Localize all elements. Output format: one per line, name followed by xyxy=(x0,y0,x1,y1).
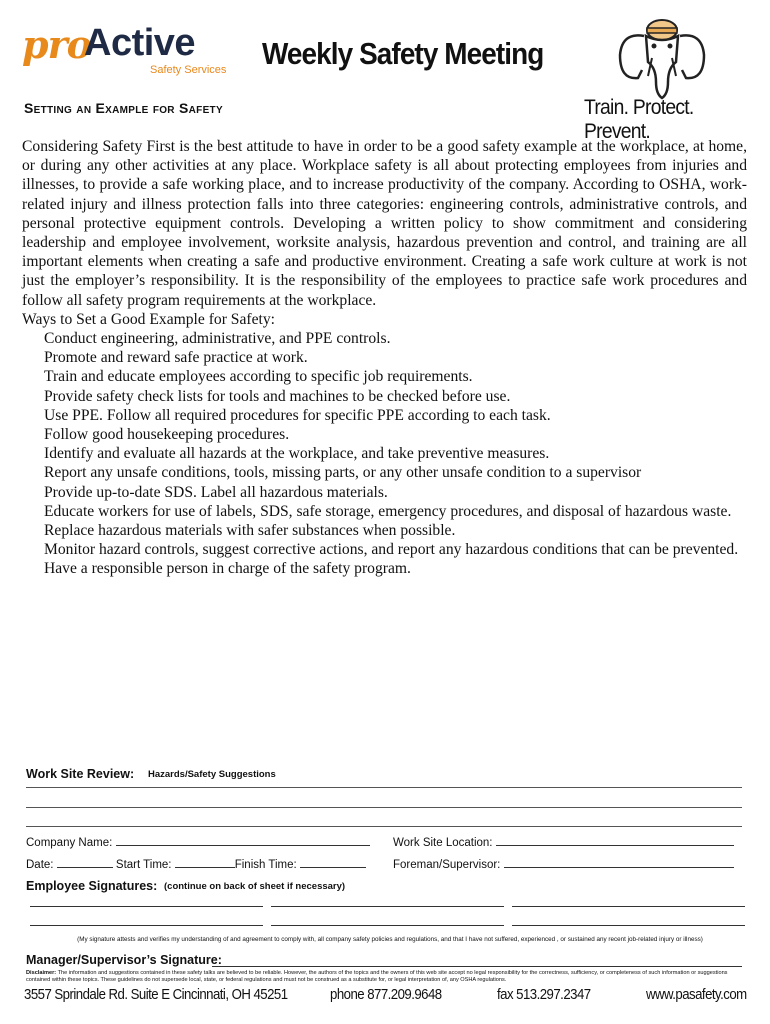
list-item: Train and educate employees according to specific job requirements. xyxy=(44,368,473,386)
date-input[interactable] xyxy=(57,857,113,868)
company-name-field[interactable] xyxy=(26,835,370,849)
review-line-1[interactable] xyxy=(26,787,742,788)
page-title: Weekly Safety Meeting xyxy=(262,36,544,71)
list-item: Promote and reward safe practice at work. xyxy=(44,349,308,367)
intro-paragraph: Considering Safety First is the best attitude to have in order to be a good safety example at the workplace, at home, or during any other activities at any place. Workplace safety is all about protecting employees from injuries and illnesses, to provide a safe working place, and to increase productivity of the company. According to OSHA, work-related injury and illness protection falls into three categories: engineering controls, administrative controls, and personal protective equipment controls. Developing a written policy to show commitment and considering leadership and employee involvement, worksite analysis, hazardous prevention and control, and training are all important elements when creating a safe and productive environment. Creating a safe work culture at work is not just the employer’s responsibility. It is the responsibility of the employees to practice safe work procedures and follow all safety program requirements at the workplace. xyxy=(22,138,747,309)
company-name-input[interactable] xyxy=(116,835,370,846)
logo-subtext: Safety Services xyxy=(150,64,227,76)
date-label: Date: xyxy=(26,859,54,871)
topic-subtitle: Setting an Example for Safety xyxy=(24,100,223,116)
signature-line[interactable] xyxy=(271,906,504,907)
signature-line[interactable] xyxy=(512,925,745,926)
signature-line[interactable] xyxy=(271,925,504,926)
finish-time-input[interactable] xyxy=(300,857,366,868)
list-item: Report any unsafe conditions, tools, missing parts, or any other unsafe condition to a supervisor xyxy=(44,464,642,482)
attestation-note: (My signature attests and verifies my understanding of and agreement to comply with, all company safety policies and regulations, and that I have not suffered, experienced , or sustained any recent job-related injury or illness) xyxy=(77,936,703,943)
work-site-location-field[interactable] xyxy=(393,835,734,849)
work-site-location-input[interactable] xyxy=(496,835,734,846)
footer-fax: fax 513.297.2347 xyxy=(497,986,591,1003)
manager-signature-label: Manager/Supervisor’s Signature: xyxy=(26,953,222,967)
manager-signature-line[interactable] xyxy=(212,966,742,967)
list-item: Monitor hazard controls, suggest corrective actions, and report any hazardous conditions that can be prevented. xyxy=(44,541,739,559)
proactive-logo xyxy=(22,22,232,82)
foreman-input[interactable] xyxy=(504,857,734,868)
employee-signatures-label: Employee Signatures: xyxy=(26,879,158,893)
company-name-label: Company Name: xyxy=(26,837,113,849)
signature-line[interactable] xyxy=(512,906,745,907)
disclaimer-label: Disclaimer: xyxy=(26,970,57,976)
logo-active-text: Active xyxy=(84,22,196,64)
start-time-input[interactable] xyxy=(175,857,235,868)
date-field[interactable] xyxy=(26,857,366,871)
tagline: Train. Protect. Prevent. xyxy=(584,96,694,143)
finish-time-label: Finish Time: xyxy=(234,859,297,871)
foreman-field[interactable] xyxy=(393,857,734,871)
footer-phone: phone 877.209.9648 xyxy=(330,986,442,1003)
ways-list xyxy=(22,329,747,579)
disclaimer-text: The information and suggestions contained in these safety talks are believed to be reliable. However, the authors of the topics and the owners of this web site accept no legal responsibility for the correctness, sufficiency, or completeness of such information or suggestions contained within these topics. These guidelines do not supersede local, state, or federal regulations and must not be construed as a substitute for, or legal interpretation of, any OSHA regulations. xyxy=(26,970,728,983)
start-time-label: Start Time: xyxy=(115,859,172,871)
hazards-label: Hazards/Safety Suggestions xyxy=(148,769,276,780)
disclaimer xyxy=(26,970,746,984)
list-item: Educate workers for use of labels, SDS, safe storage, emergency procedures, and disposal of hazardous waste. xyxy=(44,502,732,520)
signature-line[interactable] xyxy=(30,925,263,926)
footer-website[interactable]: www.pasafety.com xyxy=(646,986,747,1003)
list-item: Conduct engineering, administrative, and PPE controls. xyxy=(44,330,391,348)
list-item: Follow good housekeeping procedures. xyxy=(44,426,290,444)
list-item: Provide up-to-date SDS. Label all hazardous materials. xyxy=(44,483,388,501)
review-line-2[interactable] xyxy=(26,807,742,808)
review-line-3[interactable] xyxy=(26,826,742,827)
article-body xyxy=(22,137,747,579)
footer-address: 3557 Sprindale Rd. Suite E Cincinnati, OH 45251 xyxy=(24,986,288,1003)
logo-pro-text: pro xyxy=(22,22,91,67)
list-item: Use PPE. Follow all required procedures for specific PPE according to each task. xyxy=(44,406,551,424)
list-item: Provide safety check lists for tools and machines to be checked before use. xyxy=(44,387,511,405)
list-item: Replace hazardous materials with safer substances when possible. xyxy=(44,522,456,540)
work-site-location-label: Work Site Location: xyxy=(393,837,493,849)
work-site-review-label: Work Site Review: xyxy=(26,767,135,781)
continue-note: (continue on back of sheet if necessary) xyxy=(164,881,346,892)
ways-heading: Ways to Set a Good Example for Safety: xyxy=(22,310,275,328)
signature-line[interactable] xyxy=(30,906,263,907)
foreman-label: Foreman/Supervisor: xyxy=(393,859,501,871)
elephant-mascot-icon xyxy=(612,10,712,105)
list-item: Have a responsible person in charge of the safety program. xyxy=(44,560,411,578)
list-item: Identify and evaluate all hazards at the workplace, and take preventive measures. xyxy=(44,445,550,463)
